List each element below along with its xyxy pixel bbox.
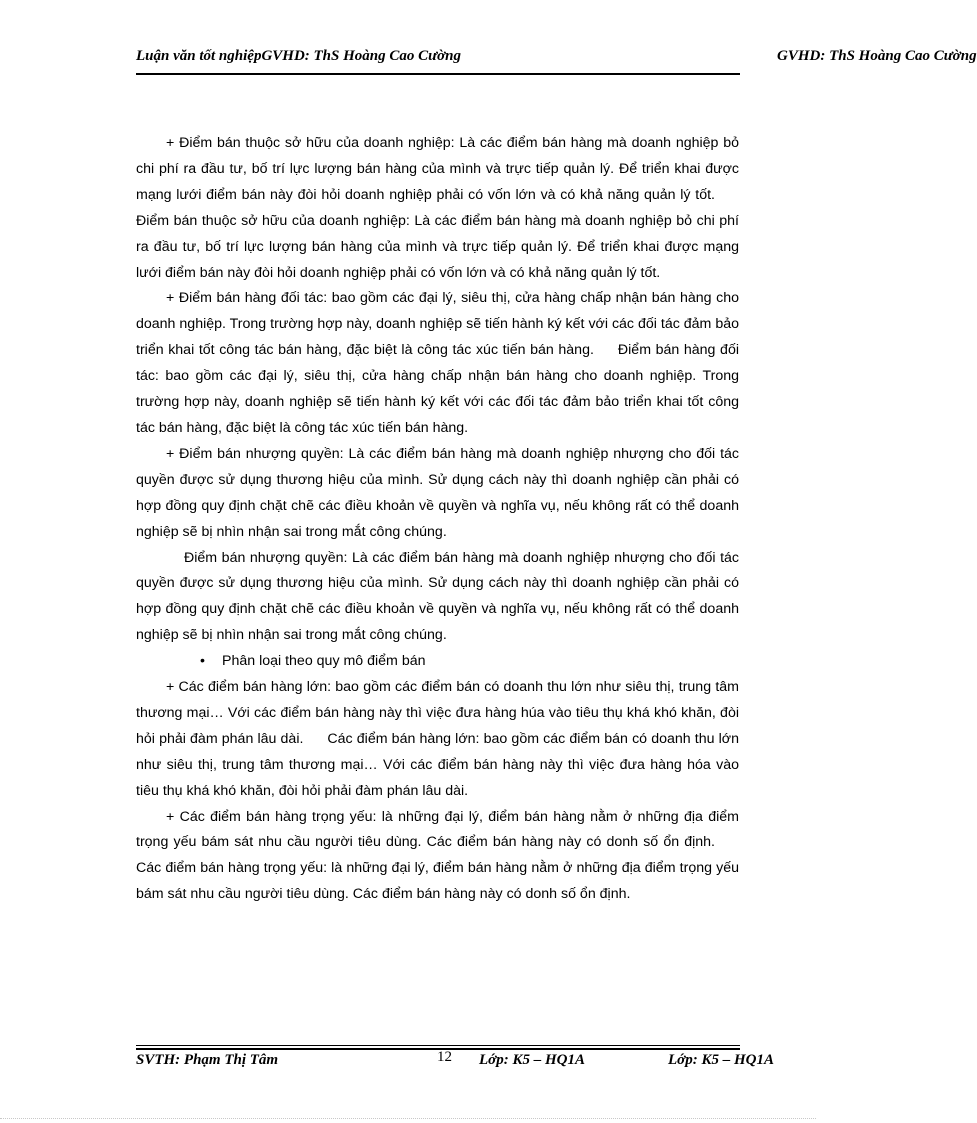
paragraph: [136, 131, 739, 286]
paragraph-text: Các điểm bán hàng trọng yếu: là những đại lý, điểm bán hàng nằm ở những địa điểm trọng yếu bám sát nhu cầu người tiêu dùng. Các điểm bán hàng này có donh số ổn định.: [136, 860, 739, 903]
page-header: [136, 48, 977, 70]
page-number: 12: [437, 1049, 452, 1065]
paragraph-text: + Điểm bán thuộc sở hữu của doanh nghiệp: Là các điểm bán hàng mà doanh nghiệp bỏ chi phí ra đầu tư, bố trí lực lượng bán hàng của mình và trực tiếp quản lý.: [136, 135, 739, 177]
paragraph-text: + Điểm bán hàng đối tác: bao gồm các đại lý, siêu thị, cửa hàng chấp nhận bán hàng cho doanh nghiệp. Trong trường hợp này, doanh nghiệp sẽ tiến hành ký kết với các đối tác đảm bảo triển khai tốt công tác bán hàng, đặc biệt là công tác xúc tiến bán hàng.: [136, 290, 739, 359]
paragraph: [136, 546, 739, 650]
paragraph-text: Để triển khai được mạng lưới điểm bán này đòi hỏi doanh nghiệp phải có vốn lớn và có khả năng quản lý tốt.: [136, 160, 740, 203]
bullet-text: Phân loại theo quy mô điểm bán: [222, 653, 426, 670]
paragraph: [136, 675, 739, 805]
paragraph: [136, 442, 739, 546]
paragraph-text: Điểm bán hàng đối tác: bao gồm các đại lý, siêu thị, cửa hàng chấp nhận bán hàng cho doanh nghiệp. Trong trường hợp này, doanh nghiệp sẽ tiến hành ký kết với các đối tác đảm bảo triển khai tốt công tác bán hàng, đặc biệt là công tác xúc tiến bán hàng.: [136, 342, 739, 436]
page-footer: [136, 1049, 816, 1074]
document-body: [136, 131, 739, 908]
paragraph-text: Điểm bán nhượng quyền: Là các điểm bán hàng mà doanh nghiệp nhượng cho đối tác quyền được sử dụng thương hiệu của mình. Sử dụng cách này thì doanh nghiệp cần phải có hợp đồng quy định chặt chẽ các điều khoản về quyền và nghĩa vụ, nếu không rất có thể doanh nghiệp sẽ bị nhìn nhận sai trong mắt công chúng.: [136, 549, 739, 644]
paragraph: [136, 805, 739, 909]
footer-class-right: Lớp: K5 – HQ1A: [668, 1052, 774, 1068]
page-bottom-border: [0, 1118, 816, 1119]
footer-class-left: Lớp: K5 – HQ1A: [479, 1052, 585, 1068]
bullet-item: [136, 649, 739, 675]
paragraph-text: + Điểm bán nhượng quyền: Là các điểm bán hàng mà doanh nghiệp nhượng cho đối tác quyền được sử dụng thương hiệu của mình. Sử dụng cách này thì doanh nghiệp cần phải có hợp đồng quy định chặt chẽ các điều khoản về quyền và nghĩa vụ, nếu không rất có thể doanh nghiệp sẽ bị nhìn nhận sai trong mắt công chúng.: [136, 445, 739, 540]
paragraph: [136, 286, 739, 441]
paragraph-text: + Các điểm bán hàng trọng yếu: là những đại lý, điểm bán hàng nằm ở những địa điểm trọng yếu bám sát nhu cầu người tiêu dùng. Các điểm bán hàng này có donh số ổn định.: [136, 808, 739, 851]
bullet-dot-icon: •: [200, 653, 205, 670]
header-rule: [136, 73, 740, 75]
paragraph-text: Điểm bán thuộc sở hữu của doanh nghiệp: Là các điểm bán hàng mà doanh nghiệp bỏ chi phí ra đầu tư, bố trí lực lượng bán hàng của mình và trực tiếp quản lý. Để triển khai được mạng lưới điểm bán này đòi hỏi doanh nghiệp phải có vốn lớn và có khả năng quản lý tốt.: [136, 212, 739, 281]
header-right-text: GVHD: ThS Hoàng Cao Cường: [777, 48, 977, 64]
header-left-text: Luận văn tốt nghiệpGVHD: ThS Hoàng Cao Cường: [136, 48, 462, 64]
footer-student: SVTH: Phạm Thị Tâm: [136, 1052, 279, 1068]
footer-rule: [136, 1045, 740, 1046]
paragraph-text: Các điểm bán hàng lớn: bao gồm các điểm bán có doanh thu lớn như siêu thị, trung tâm thương mại… Với các điểm bán hàng này thì việc đưa hàng hóa vào tiêu thụ khá khó khăn, đòi hỏi phải đàm phán lâu dài.: [136, 730, 739, 799]
paragraph-text: + Các điểm bán hàng lớn: bao gồm các điểm bán có doanh thu lớn như siêu thị, trung tâm thương mại… Với các điểm bán hàng này thì việc đưa hàng húa vào tiêu thụ khá khó khăn, đòi hỏi phải đàm phán lâu dài.: [136, 679, 739, 747]
